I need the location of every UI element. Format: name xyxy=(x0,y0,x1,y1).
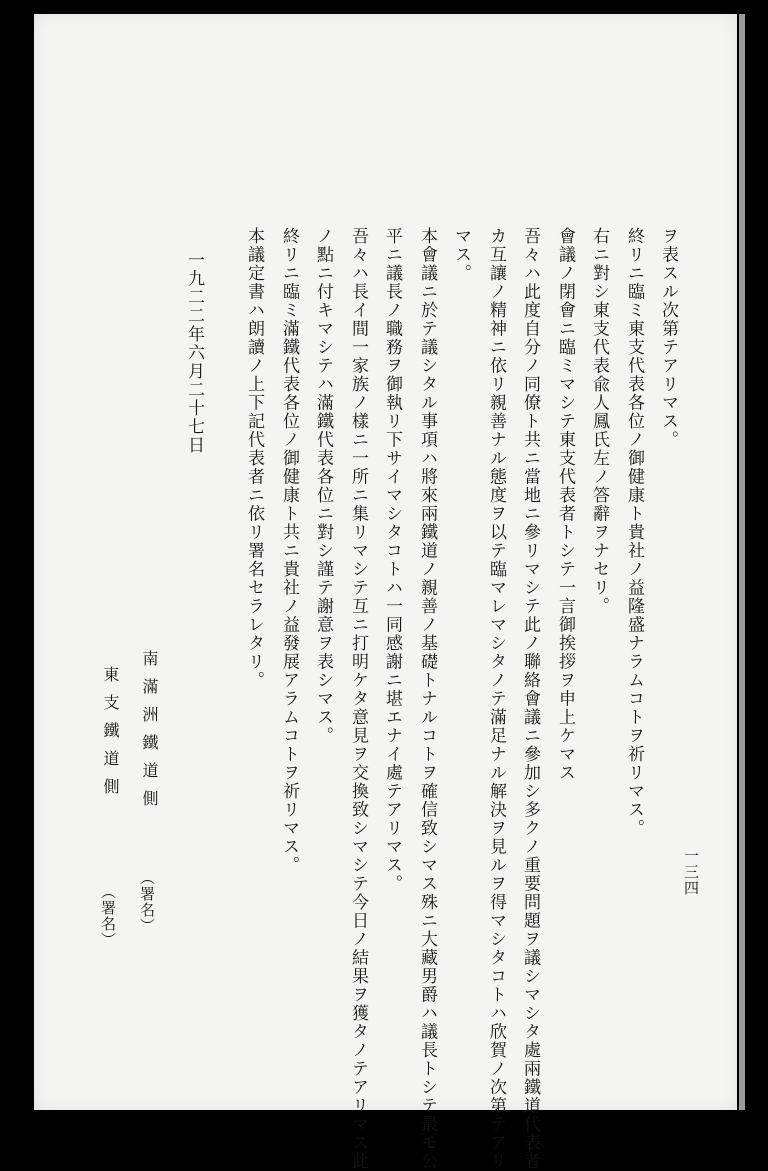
body-line: カ互讓ノ精神ニ依リ親善ナル態度ヲ以テ臨マレマシタノテ滿足ナル解決ヲ見ルヲ得マシタコトハ欣賀ノ次第テアリ xyxy=(486,227,506,1171)
body-line: 吾々ハ長イ間一家族ノ樣ニ一所ニ集リマシテ互ニ打明ケタ意見ヲ交換致シマシテ今日ノ結果ヲ獲タノテアリマス此 xyxy=(348,227,368,1171)
body-line: ノ點ニ付キマシテハ滿鐵代表各位ニ對シ謹テ謝意ヲ表シマス。 xyxy=(313,227,333,745)
signature-mark: （署名） xyxy=(138,870,156,934)
book-page xyxy=(34,14,737,1171)
signatory-name: 東支鐵道側 xyxy=(101,666,120,806)
body-line: 右ニ對シ東支代表兪人鳳氏左ノ答辭ヲナセリ。 xyxy=(589,227,609,616)
body-line: 本會議ニ於テ議シタル事項ハ將來兩鐵道ノ親善ノ基礎トナルコトヲ確信致シマス殊ニ大藏男爵ハ議長トシテ最モ公 xyxy=(417,227,437,1171)
body-line: 平ニ議長ノ職務ヲ御執リ下サイマシタコトハ一同感謝ニ堪エナイ處テアリマス。 xyxy=(382,227,402,893)
page-edge xyxy=(739,14,745,1110)
body-line: 會議ノ閉會ニ臨ミマシテ東支代表者トシテ一言御挨拶ヲ申上ケマス xyxy=(555,227,575,782)
body-line: ヲ表スル次第テアリマス。 xyxy=(658,227,678,449)
body-line: 本議定書ハ朗讀ノ上下記代表者ニ依リ署名セラレタリ。 xyxy=(244,227,264,690)
body-line: 吾々ハ此度自分ノ同僚ト共ニ當地ニ參リマシテ此ノ聯絡會議ニ參加シ多クノ重要問題ヲ議シマシタ處兩鐵道代表者 xyxy=(520,227,540,1171)
signatory-name: 南滿洲鐵道側 xyxy=(140,650,159,818)
body-line: 終リニ臨ミ東支代表各位ノ御健康ト貴社ノ益隆盛ナラムコトヲ祈リマス。 xyxy=(624,227,644,838)
body-line: 終リニ臨ミ滿鐵代表各位ノ御健康ト共ニ貴社ノ益發展アラムコトヲ祈リマス。 xyxy=(279,227,299,875)
page-number: 一三四 xyxy=(682,848,700,896)
body-line: マス。 xyxy=(451,227,471,283)
document-date: 一九二二年六月二十七日 xyxy=(184,251,204,455)
signature-mark: （署名） xyxy=(99,884,117,948)
